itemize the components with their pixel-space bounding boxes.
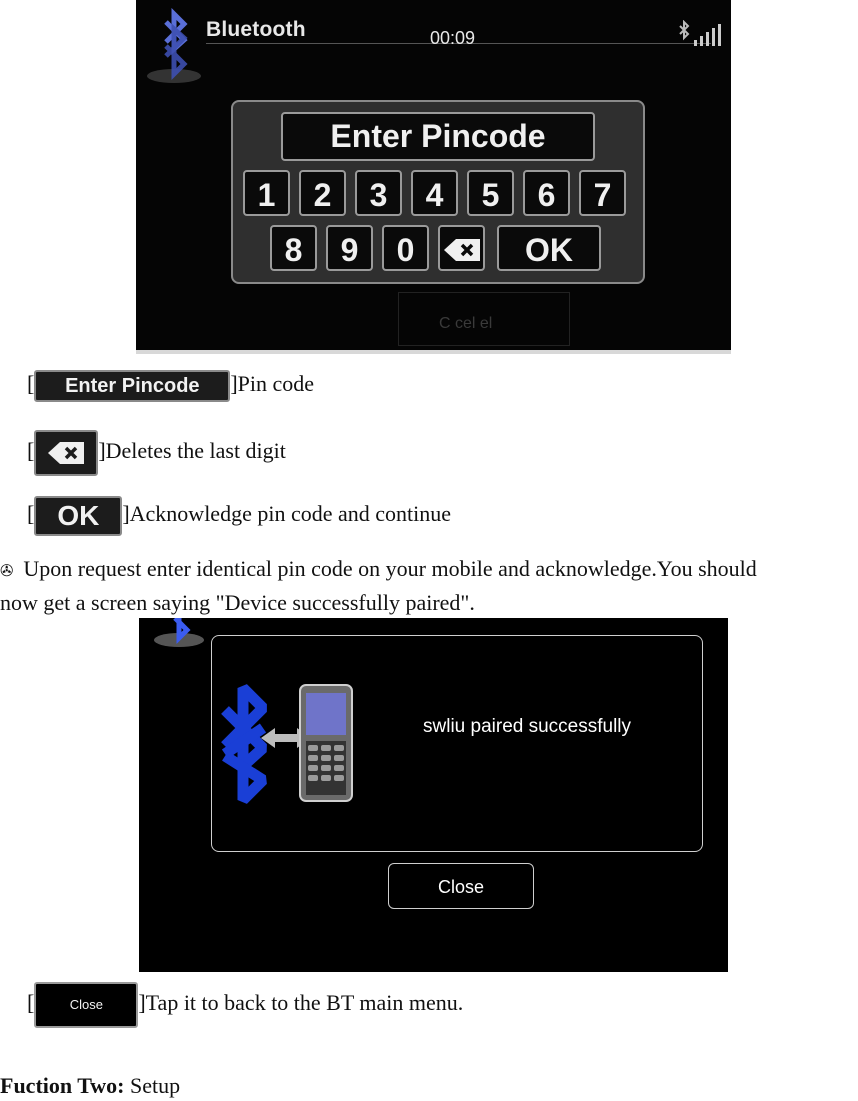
legend-close	[27, 982, 463, 1028]
close-description: ]Tap it to back to the BT main menu.	[138, 990, 464, 1016]
key-3[interactable]: 3	[355, 170, 402, 216]
ok-description: ]Acknowledge pin code and continue	[122, 501, 451, 527]
clock: 00:09	[430, 28, 476, 48]
paired-message: swliu paired successfully	[423, 716, 632, 737]
bluetooth-logo-icon	[144, 8, 204, 84]
section-heading-rest: Setup	[124, 1073, 181, 1098]
open-bracket: [	[27, 990, 35, 1016]
pincode-screenshot	[136, 0, 731, 354]
key-0[interactable]: 0	[382, 225, 429, 271]
legend-ok	[27, 496, 451, 536]
pincode-description: ]Pin code	[230, 371, 315, 397]
bluetooth-logo-icon	[149, 618, 209, 650]
open-bracket: [	[27, 501, 35, 527]
open-bracket: [	[27, 371, 35, 397]
key-5[interactable]: 5	[467, 170, 514, 216]
instruction-text-2: now get a screen saying "Device successfully paired".	[0, 590, 475, 615]
cancel-ghost-label: C cel el	[439, 315, 493, 332]
section-heading-bold: Fuction Two:	[0, 1073, 125, 1098]
close-button[interactable]: Close	[388, 863, 534, 909]
pincode-display[interactable]: Enter Pincode	[281, 112, 595, 161]
pincode-keypad-panel	[231, 100, 645, 284]
key-9[interactable]: 9	[326, 225, 373, 271]
key-1[interactable]: 1	[243, 170, 290, 216]
section-heading	[0, 1073, 180, 1099]
instruction-line-1	[0, 556, 757, 582]
enter-pincode-button-image: Enter Pincode	[34, 370, 230, 402]
paired-success-screenshot	[139, 618, 728, 972]
key-7[interactable]: 7	[579, 170, 626, 216]
screen-title: Bluetooth	[206, 18, 306, 41]
delete-button-image	[34, 430, 98, 476]
backspace-icon	[45, 440, 87, 466]
backspace-icon	[442, 237, 482, 263]
close-button-image: Close	[34, 982, 138, 1028]
delete-description: ]Deletes the last digit	[98, 438, 286, 464]
instruction-text-1: Upon request enter identical pin code on your mobile and acknowledge.You should	[23, 556, 757, 581]
mobile-phone-icon	[294, 681, 356, 806]
cancel-ghost-button	[398, 292, 570, 346]
legend-pincode	[27, 370, 314, 402]
key-2[interactable]: 2	[299, 170, 346, 216]
bullet-icon: ✇	[0, 563, 14, 580]
signal-strength-icon	[676, 20, 726, 48]
backspace-key[interactable]	[438, 225, 485, 271]
legend-delete	[27, 430, 286, 476]
open-bracket: [	[27, 438, 35, 464]
screen-bottom-edge	[136, 350, 731, 354]
key-8[interactable]: 8	[270, 225, 317, 271]
key-4[interactable]: 4	[411, 170, 458, 216]
ok-button-image: OK	[34, 496, 122, 536]
ok-key[interactable]: OK	[497, 225, 601, 271]
key-6[interactable]: 6	[523, 170, 570, 216]
